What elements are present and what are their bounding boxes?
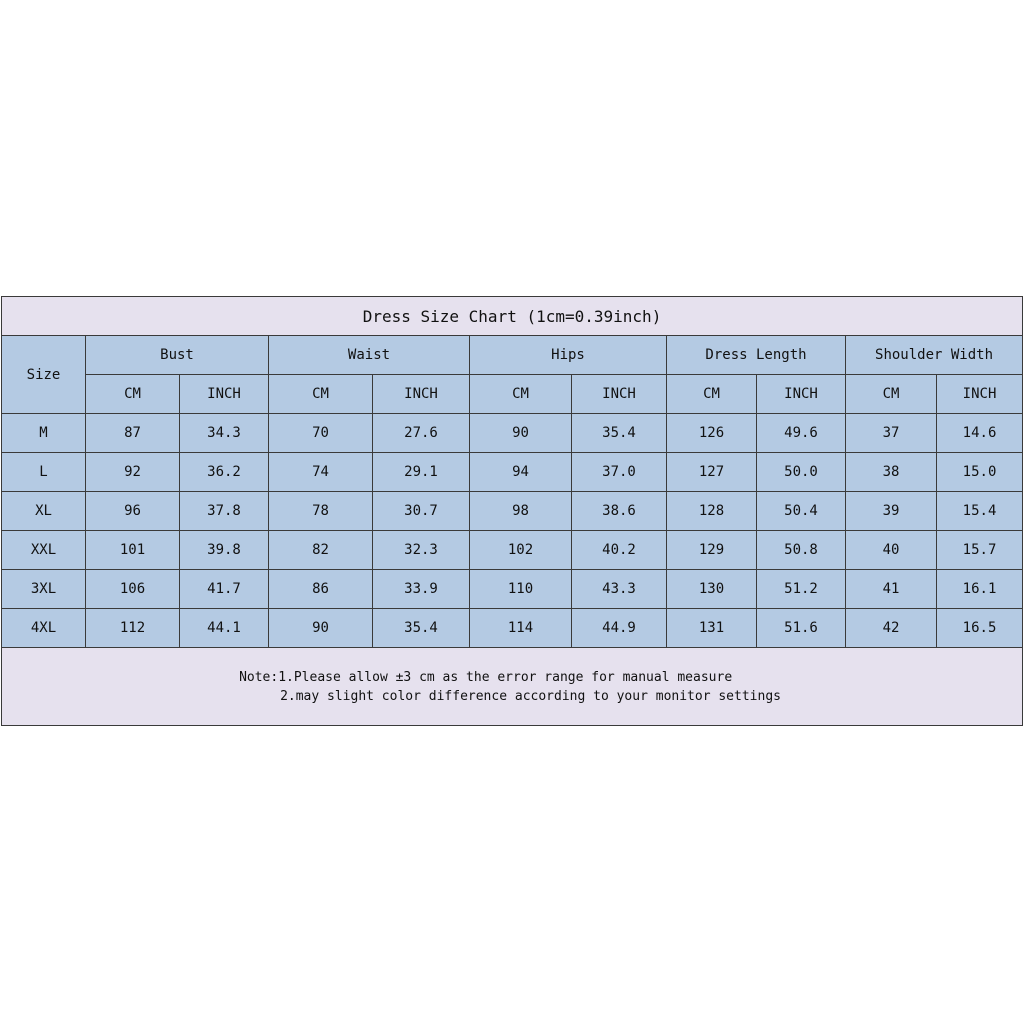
size-cell: M [2, 414, 86, 453]
table-cell: 98 [470, 492, 572, 531]
unit-header-cm: CM [269, 375, 373, 414]
table-cell: 129 [667, 531, 757, 570]
table-cell: 51.2 [757, 570, 846, 609]
note-line: Note:1.Please allow ±3 cm as the error range for manual measure [239, 669, 733, 685]
size-cell: XXL [2, 531, 86, 570]
table-cell: 126 [667, 414, 757, 453]
table-cell: 50.0 [757, 453, 846, 492]
table-cell: 51.6 [757, 609, 846, 648]
table-cell: 127 [667, 453, 757, 492]
table-cell: 39.8 [180, 531, 269, 570]
table-cell: 27.6 [373, 414, 470, 453]
table-cell: 114 [470, 609, 572, 648]
table-cell: 35.4 [373, 609, 470, 648]
table-cell: 34.3 [180, 414, 269, 453]
unit-header-cm: CM [470, 375, 572, 414]
table-cell: 82 [269, 531, 373, 570]
notes-cell [2, 648, 1023, 726]
unit-header-cm: CM [667, 375, 757, 414]
table-cell: 38 [846, 453, 937, 492]
chart-title: Dress Size Chart (1cm=0.39inch) [2, 297, 1023, 336]
table-cell: 33.9 [373, 570, 470, 609]
table-cell: 92 [86, 453, 180, 492]
table-row [2, 570, 1023, 609]
size-column-header: Size [2, 336, 86, 414]
notes-row [2, 648, 1023, 726]
size-chart [1, 296, 1022, 726]
notes-block [239, 668, 781, 706]
table-cell: 35.4 [572, 414, 667, 453]
table-cell: 36.2 [180, 453, 269, 492]
unit-header-inch: INCH [937, 375, 1023, 414]
table-cell: 16.1 [937, 570, 1023, 609]
table-cell: 37.0 [572, 453, 667, 492]
table-cell: 50.4 [757, 492, 846, 531]
table-cell: 106 [86, 570, 180, 609]
unit-header-cm: CM [86, 375, 180, 414]
table-row [2, 609, 1023, 648]
group-header-row [2, 336, 1023, 375]
table-cell: 37.8 [180, 492, 269, 531]
size-cell: 3XL [2, 570, 86, 609]
table-cell: 110 [470, 570, 572, 609]
size-cell: 4XL [2, 609, 86, 648]
table-cell: 14.6 [937, 414, 1023, 453]
table-body [2, 297, 1023, 726]
unit-header-cm: CM [846, 375, 937, 414]
table-cell: 38.6 [572, 492, 667, 531]
size-chart-table [1, 296, 1023, 726]
group-header-dress-length: Dress Length [667, 336, 846, 375]
unit-header-inch: INCH [757, 375, 846, 414]
table-cell: 70 [269, 414, 373, 453]
table-cell: 50.8 [757, 531, 846, 570]
table-cell: 15.4 [937, 492, 1023, 531]
table-cell: 44.1 [180, 609, 269, 648]
table-cell: 29.1 [373, 453, 470, 492]
table-cell: 87 [86, 414, 180, 453]
title-row [2, 297, 1023, 336]
table-cell: 32.3 [373, 531, 470, 570]
table-cell: 94 [470, 453, 572, 492]
table-cell: 90 [470, 414, 572, 453]
table-cell: 37 [846, 414, 937, 453]
table-cell: 30.7 [373, 492, 470, 531]
table-cell: 43.3 [572, 570, 667, 609]
table-cell: 101 [86, 531, 180, 570]
table-cell: 41.7 [180, 570, 269, 609]
table-cell: 49.6 [757, 414, 846, 453]
size-cell: XL [2, 492, 86, 531]
table-cell: 16.5 [937, 609, 1023, 648]
size-cell: L [2, 453, 86, 492]
table-cell: 131 [667, 609, 757, 648]
table-row [2, 492, 1023, 531]
table-cell: 90 [269, 609, 373, 648]
table-cell: 74 [269, 453, 373, 492]
table-cell: 44.9 [572, 609, 667, 648]
note-line: 2.may slight color difference according to your monitor settings [280, 688, 781, 704]
table-cell: 15.7 [937, 531, 1023, 570]
group-header-waist: Waist [269, 336, 470, 375]
table-cell: 42 [846, 609, 937, 648]
table-row [2, 531, 1023, 570]
group-header-hips: Hips [470, 336, 667, 375]
unit-header-inch: INCH [180, 375, 269, 414]
table-cell: 78 [269, 492, 373, 531]
table-row [2, 453, 1023, 492]
table-cell: 40 [846, 531, 937, 570]
table-cell: 40.2 [572, 531, 667, 570]
table-cell: 112 [86, 609, 180, 648]
table-cell: 15.0 [937, 453, 1023, 492]
table-cell: 39 [846, 492, 937, 531]
table-cell: 130 [667, 570, 757, 609]
unit-header-inch: INCH [572, 375, 667, 414]
unit-header-inch: INCH [373, 375, 470, 414]
group-header-bust: Bust [86, 336, 269, 375]
table-cell: 128 [667, 492, 757, 531]
table-cell: 86 [269, 570, 373, 609]
group-header-shoulder-width: Shoulder Width [846, 336, 1023, 375]
table-row [2, 414, 1023, 453]
unit-header-row [2, 375, 1023, 414]
table-cell: 41 [846, 570, 937, 609]
table-cell: 96 [86, 492, 180, 531]
table-cell: 102 [470, 531, 572, 570]
